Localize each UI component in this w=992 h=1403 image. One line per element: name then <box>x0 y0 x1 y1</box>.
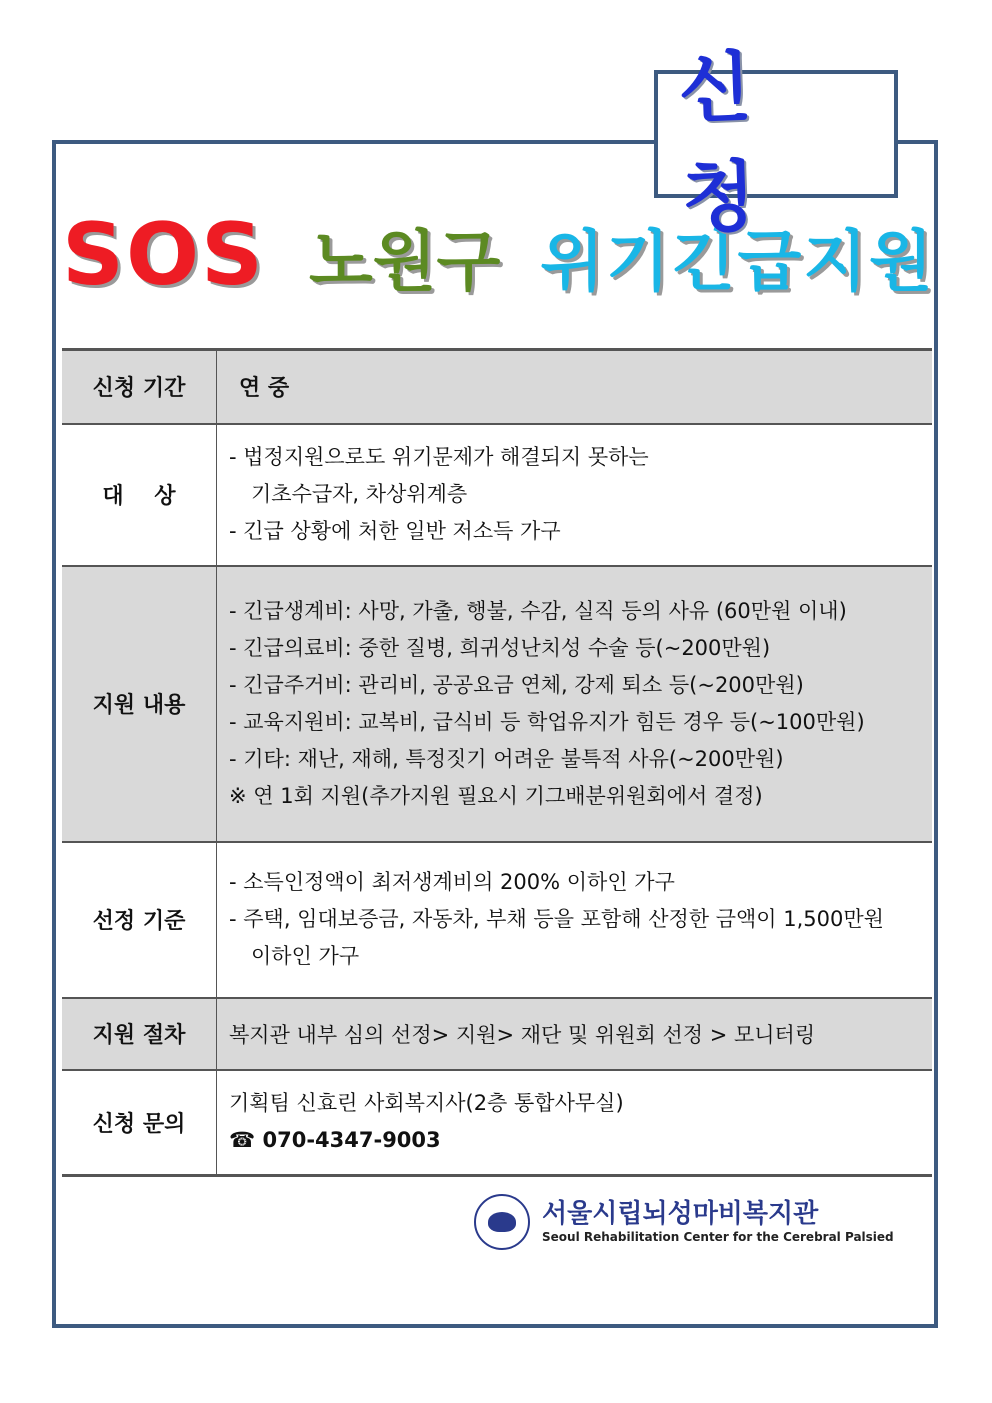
content-line: - 긴급주거비: 관리비, 공공요금 연체, 강제 퇴소 등(~200만원) <box>229 672 804 697</box>
row-criteria <box>62 842 932 998</box>
apply-badge <box>654 41 898 243</box>
period-value: 연 중 <box>217 350 933 424</box>
org-name-ko: 서울시립뇌성마비복지관 <box>542 1199 819 1229</box>
content-label: 지원 내용 <box>62 566 217 842</box>
org-logo <box>474 1192 904 1252</box>
target-line: 기초수급자, 차상위계층 <box>251 482 468 506</box>
target-line: - 법정지원으로도 위기문제가 해결되지 못하는 <box>229 445 649 469</box>
info-table <box>62 348 932 1177</box>
phone-number: 070-4347-9003 <box>262 1128 441 1153</box>
criteria-value <box>217 842 933 998</box>
title-program: 위기긴급지원 <box>540 222 935 300</box>
inquiry-phone-line <box>229 1122 920 1159</box>
org-seal-icon <box>474 1194 530 1250</box>
period-label: 신청 기간 <box>62 350 217 424</box>
row-inquiry <box>62 1070 932 1176</box>
target-line: - 긴급 상황에 처한 일반 저소득 가구 <box>229 519 561 543</box>
phone-icon: ☎ <box>229 1128 256 1153</box>
content-line: ※ 연 1회 지원(추가지원 필요시 기그배분위원회에서 결정) <box>229 783 763 808</box>
criteria-line: - 주택, 임대보증금, 자동차, 부채 등을 포함해 산정한 금액이 1,500만원 <box>229 907 884 931</box>
org-name-en: Seoul Rehabilitation Center for the Cerebral Palsied <box>542 1230 894 1244</box>
content-line: - 긴급의료비: 중한 질병, 희귀성난치성 수술 등(~200만원) <box>229 635 771 660</box>
content-line: - 기타: 재난, 재해, 특정짓기 어려운 불특적 사유(~200만원) <box>229 746 784 771</box>
row-target <box>62 424 932 566</box>
apply-badge-text: 신 청 <box>676 41 780 243</box>
inquiry-value <box>217 1070 933 1176</box>
target-label: 대 상 <box>62 424 217 566</box>
procedure-label: 지원 절차 <box>62 998 217 1070</box>
row-period <box>62 350 932 424</box>
content-line: - 교육지원비: 교복비, 급식비 등 학업유지가 힘든 경우 등(~100만원) <box>229 709 865 734</box>
inquiry-contact: 기획팀 신효린 사회복지사(2층 통합사무실) <box>229 1091 624 1116</box>
criteria-line: 이하인 가구 <box>251 944 360 968</box>
title-district: 노원구 <box>309 222 501 300</box>
inquiry-label: 신청 문의 <box>62 1070 217 1176</box>
row-procedure <box>62 998 932 1070</box>
content-line: - 긴급생계비: 사망, 가출, 행불, 수감, 실직 등의 사유 (60만원 이내) <box>229 598 847 623</box>
title-sos: SOS <box>62 205 265 305</box>
target-value <box>217 424 933 566</box>
content-value <box>217 566 933 842</box>
org-name <box>542 1199 894 1245</box>
procedure-value: 복지관 내부 심의 선정> 지원> 재단 및 위원회 선정 > 모니터링 <box>217 998 933 1070</box>
criteria-label: 선정 기준 <box>62 842 217 998</box>
criteria-line: - 소득인정액이 최저생계비의 200% 이하인 가구 <box>229 870 675 894</box>
row-content <box>62 566 932 842</box>
